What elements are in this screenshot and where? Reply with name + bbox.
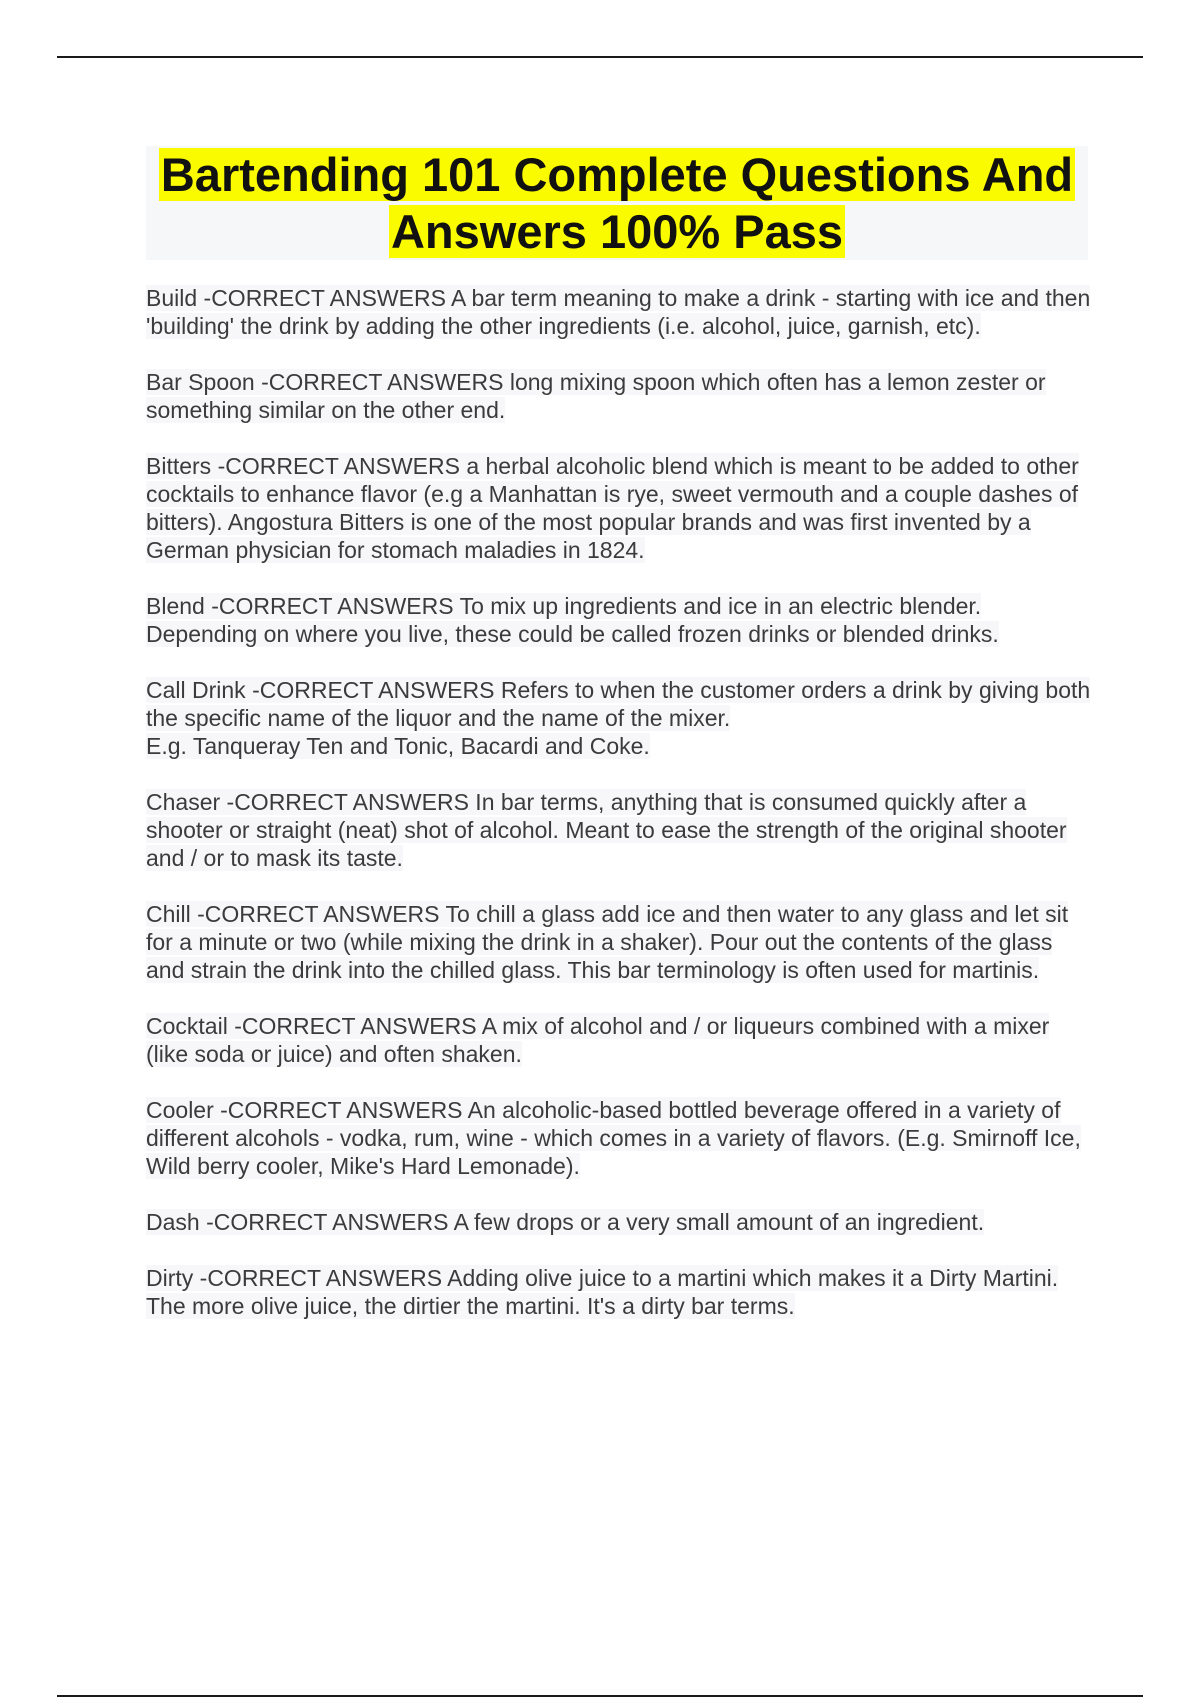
- qa-entry-build: [146, 284, 1091, 340]
- qa-entry-text: Chaser -CORRECT ANSWERS In bar terms, anything that is consumed quickly after a shooter or straight (neat) shot of alcohol. Meant to ease the strength of the original shooter and / or to mask its taste.: [146, 789, 1067, 871]
- qa-entry-text: Bar Spoon -CORRECT ANSWERS long mixing spoon which often has a lemon zester or something similar on the other end.: [146, 369, 1046, 423]
- qa-entry-text: Dash -CORRECT ANSWERS A few drops or a very small amount of an ingredient.: [146, 1209, 985, 1235]
- qa-list: [146, 284, 1091, 1348]
- qa-entry-dirty: [146, 1264, 1091, 1320]
- bottom-rule: [57, 1695, 1143, 1697]
- qa-entry-example: E.g. Tanqueray Ten and Tonic, Bacardi and Coke.: [146, 733, 650, 759]
- top-rule: [57, 56, 1143, 58]
- qa-entry-text: Chill -CORRECT ANSWERS To chill a glass add ice and then water to any glass and let sit for a minute or two (while mixing the drink in a shaker). Pour out the contents of the glass and strain the drink into the chilled glass. This bar terminology is often used for martinis.: [146, 901, 1069, 983]
- qa-entry-text: Dirty -CORRECT ANSWERS Adding olive juice to a martini which makes it a Dirty Martini. The more olive juice, the dirtier the martini. It's a dirty bar terms.: [146, 1265, 1059, 1319]
- document-title-block: [146, 146, 1088, 260]
- qa-entry-chaser: [146, 788, 1091, 872]
- qa-entry-text: Build -CORRECT ANSWERS A bar term meaning to make a drink - starting with ice and then 'building' the drink by adding the other ingredients (i.e. alcohol, juice, garnish, etc).: [146, 285, 1091, 339]
- qa-entry-text: Blend -CORRECT ANSWERS To mix up ingredients and ice in an electric blender. Depending on where you live, these could be called frozen drinks or blended drinks.: [146, 593, 999, 647]
- qa-entry-text: Cooler -CORRECT ANSWERS An alcoholic-based bottled beverage offered in a variety of different alcohols - vodka, rum, wine - which comes in a variety of flavors. (E.g. Smirnoff Ice, Wild berry cooler, Mike's Hard Lemonade).: [146, 1097, 1081, 1179]
- qa-entry-dash: [146, 1208, 1091, 1236]
- qa-entry-text: Call Drink -CORRECT ANSWERS Refers to when the customer orders a drink by giving both the specific name of the liquor and the name of the mixer.: [146, 677, 1091, 731]
- qa-entry-text: Cocktail -CORRECT ANSWERS A mix of alcohol and / or liqueurs combined with a mixer (like soda or juice) and often shaken.: [146, 1013, 1050, 1067]
- qa-entry-text: Bitters -CORRECT ANSWERS a herbal alcoholic blend which is meant to be added to other cocktails to enhance flavor (e.g a Manhattan is rye, sweet vermouth and a couple dashes of bitters). Angostura Bitters is one of the most popular brands and was first invented by a German physician for stomach maladies in 1824.: [146, 453, 1079, 563]
- qa-entry-cooler: [146, 1096, 1091, 1180]
- qa-entry-blend: [146, 592, 1091, 648]
- qa-entry-bar-spoon: [146, 368, 1091, 424]
- document-title: Bartending 101 Complete Questions And Answers 100% Pass: [160, 148, 1074, 258]
- qa-entry-cocktail: [146, 1012, 1091, 1068]
- qa-entry-chill: [146, 900, 1091, 984]
- qa-entry-call-drink: [146, 676, 1091, 760]
- qa-entry-bitters: [146, 452, 1091, 564]
